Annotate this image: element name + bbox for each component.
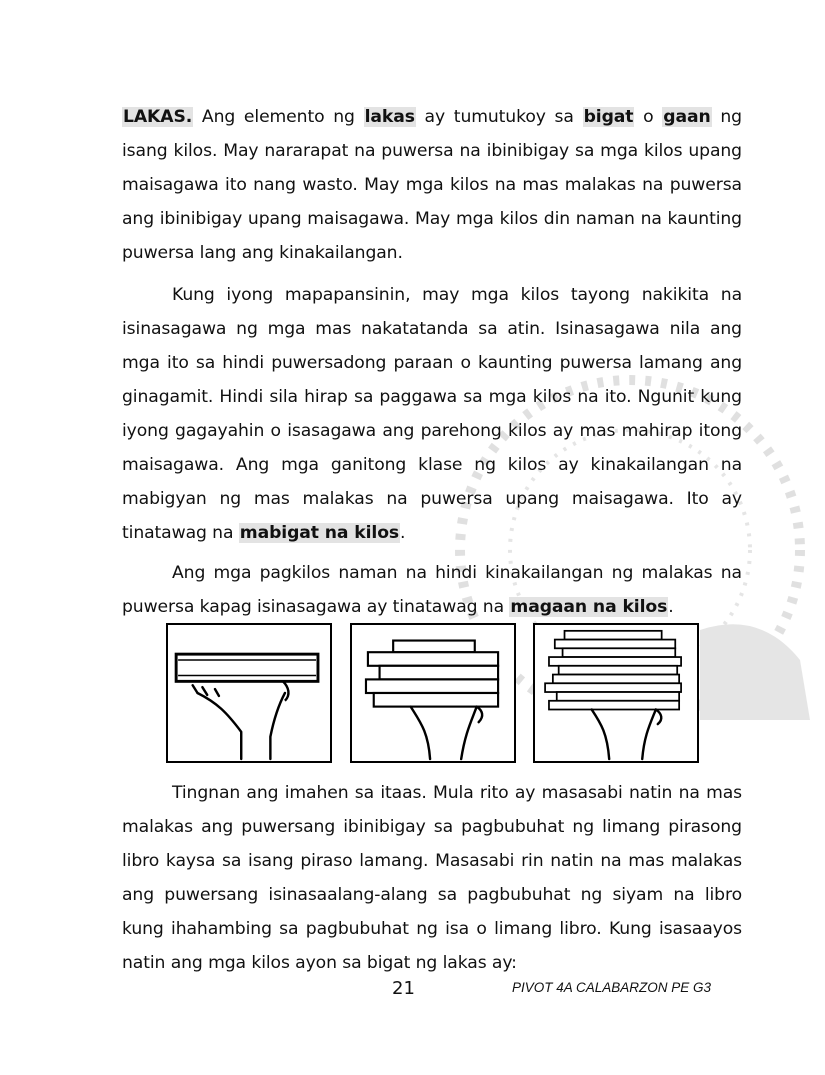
paragraph-magaan-na-kilos: Ang mga pagkilos naman na hindi kinakailangan ng malakas na puwersa kapag isinasagawa ay tinatawag na magaan na kilos. — [122, 563, 742, 617]
keyword-lakas: lakas — [364, 107, 415, 127]
illustration-nine-books — [533, 623, 699, 763]
hand-holding-nine-books-drawing — [535, 625, 697, 761]
paragraph-tingnan-ang-imahen: Tingnan ang imahen sa itaas. Mula rito ay masasabi natin na mas malakas ang puwersang ibinibigay sa pagbubuhat ng limang pirasong libro kaysa sa isang piraso lamang. Masasabi rin natin na mas malakas ang puwersang isinasaalang-alang sa pagbubuhat ng siyam na libro kung ihahambing sa pagbubuhat ng isa o limang libro. Kung isasaayos natin ang mga kilos ayon sa bigat ng lakas ay: — [122, 783, 742, 973]
keyword-magaan-na-kilos: magaan na kilos — [510, 597, 668, 617]
illustration-one-book — [166, 623, 332, 763]
keyword-mabigat-na-kilos: mabigat na kilos — [239, 523, 400, 543]
term-lakas: LAKAS. — [123, 107, 193, 127]
illustration-five-books — [350, 623, 516, 763]
page-number: 21 — [392, 978, 415, 999]
keyword-bigat: bigat — [583, 107, 634, 127]
footer-title: PIVOT 4A CALABARZON PE G3 — [512, 980, 712, 995]
hand-holding-one-book-drawing — [168, 625, 330, 761]
paragraph-lakas: LAKAS. Ang elemento ng lakas ay tumutukoy sa bigat o gaan ng isang kilos. May nararapat na puwersa na ibinibigay sa mga kilos upang maisagawa ito nang wasto. May mga kilos na mas malakas na puwersa ang ibinibigay upang maisagawa. May mga kilos din naman na kaunting puwersa lang ang kinakailangan. — [122, 107, 742, 263]
paragraph-mabigat-na-kilos: Kung iyong mapapansinin, may mga kilos tayong nakikita na isinasagawa ng mga mas nakatatanda sa atin. Isinasagawa nila ang mga ito sa hindi puwersadong paraan o kaunting puwersa lamang ang ginagamit. Hindi sila hirap sa paggawa sa mga kilos na ito. Ngunit kung iyong gagayahin o isasagawa ang parehong kilos ay mas mahirap itong maisagawa. Ang mga ganitong klase ng kilos ay kinakailangan na mabigyan ng mas malakas na puwersa upang maisagawa. Ito ay tinatawag na mabigat na kilos. — [122, 285, 742, 543]
hand-holding-five-books-drawing — [352, 625, 514, 761]
keyword-gaan: gaan — [663, 107, 711, 127]
